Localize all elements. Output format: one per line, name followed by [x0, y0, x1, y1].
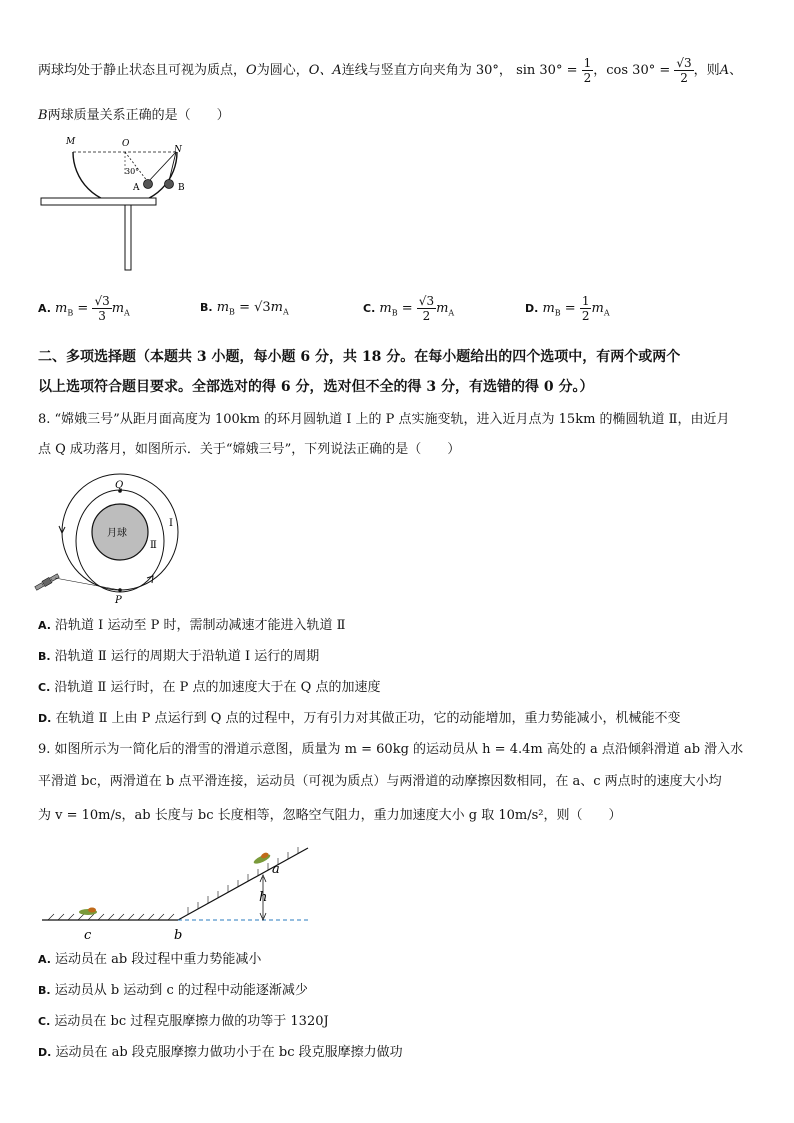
- option-text: 运动员从 b 运动到 c 的过程中动能逐渐减少: [54, 983, 308, 998]
- mass-b: m: [55, 301, 68, 316]
- q7-table-top: [41, 198, 156, 205]
- skier-icon: [252, 851, 271, 865]
- mass-b-sub: B: [229, 307, 235, 317]
- q9-stem-line1: 9. 如图所示为一简化后的滑雪的滑道示意图，质量为 m = 60kg 的运动员从 h = 4.4m 高处的 a 点沿倾斜滑道 ab 滑入水: [38, 742, 744, 757]
- option-text: 运动员在 bc 过程克服摩擦力做的功等于 1320J: [54, 1014, 329, 1029]
- q8-option-b[interactable]: [38, 647, 319, 667]
- option-letter: C.: [38, 681, 51, 694]
- option-letter: D.: [38, 712, 52, 725]
- q7-option-a[interactable]: [38, 294, 130, 323]
- equals: =: [73, 301, 93, 316]
- mass-a: m: [436, 301, 449, 316]
- q7-sin-den: 2: [583, 71, 592, 85]
- mass-b-sub: B: [391, 308, 398, 318]
- q9-option-c[interactable]: [38, 1012, 329, 1032]
- q9-slope-hatching: [188, 847, 298, 914]
- mass-b-sub: B: [67, 308, 74, 318]
- option-letter: A.: [38, 302, 51, 315]
- q7-semicircle-bowl: [73, 152, 177, 204]
- q7-stem-text-c: 连线与竖直方向夹角为 30°，: [341, 63, 512, 78]
- q7-stem-text-b: 为圆心，: [256, 63, 309, 78]
- q8-option-c[interactable]: [38, 678, 380, 698]
- q7-label-ball-a: A: [133, 183, 140, 193]
- q7-string-an: [148, 152, 176, 182]
- q7-segment-oa: O、A: [308, 63, 342, 78]
- q9-incline-track: [178, 848, 308, 920]
- q7-stem-text-d: ，则: [693, 63, 720, 78]
- q9-stem-line2: 平滑道 bc，两滑道在 b 点平滑连接，运动员（可视为质点）与两滑道的动摩擦因数相同，在 a、c 两点时的速度大小均: [38, 774, 722, 789]
- q9-ground-hatching: [48, 914, 174, 920]
- option-text: 沿轨道 Ⅱ 运行的周期大于沿轨道 Ⅰ 运行的周期: [54, 649, 320, 664]
- q9-figure: [40, 845, 320, 945]
- q8-label-orbit1: Ⅰ: [169, 518, 173, 529]
- section2-heading-line1: 二、多项选择题（本题共 3 小题，每小题 6 分，共 18 分。在每小题给出的四个选项中，有两个或两个: [38, 349, 681, 365]
- option-a-fraction: [92, 294, 111, 323]
- q7-option-b[interactable]: [200, 300, 289, 317]
- q7-stem-line1: [38, 56, 742, 96]
- q7-stem-text-a: 两球均处于静止状态且可视为质点，: [38, 63, 247, 78]
- q8-option-d[interactable]: [38, 709, 681, 729]
- q7-cos-fraction: [674, 56, 693, 85]
- skier-icon: [79, 908, 97, 916]
- q8-option-a[interactable]: [38, 616, 345, 636]
- frac-num: 1: [581, 294, 590, 308]
- satellite-icon: [34, 573, 60, 591]
- q8-stem-line1: 8. “嫦娥三号”从距月面高度为 100km 的环月圆轨道 Ⅰ 上的 P 点实施变轨，进入近月点为 15km 的椭圆轨道 Ⅱ，由近月: [38, 412, 730, 427]
- q9-option-a[interactable]: [38, 950, 261, 970]
- q7-label-angle: 30°: [125, 167, 140, 176]
- q8-figure: [35, 470, 185, 605]
- q7-option-c[interactable]: [363, 294, 454, 323]
- option-text: 运动员在 ab 段过程中重力势能减小: [55, 952, 262, 967]
- mass-b: m: [379, 301, 392, 316]
- q9-option-d[interactable]: [38, 1043, 403, 1063]
- section2-heading-line2: 以上选项符合题目要求。全部选对的得 6 分，选对但不全的得 3 分，有选错的得 0 分。）: [38, 379, 594, 395]
- q7-cos-den: 2: [680, 71, 688, 85]
- option-c-fraction: [417, 294, 436, 323]
- q7-stem-text-f: 两球质量关系正确的是（ ）: [47, 108, 230, 123]
- mass-a-sub: A: [124, 308, 130, 318]
- option-text: 沿轨道 Ⅰ 运动至 P 时，需制动减速才能进入轨道 Ⅱ: [55, 618, 346, 633]
- option-letter: B.: [38, 650, 51, 663]
- option-letter: B.: [200, 301, 213, 314]
- q7-label-n: N: [174, 145, 182, 155]
- equals: =: [397, 301, 417, 316]
- q8-label-orbit2: Ⅱ: [150, 540, 157, 551]
- q7-table-leg: [125, 205, 131, 270]
- q8-label-p: P: [115, 595, 122, 606]
- mass-b: m: [542, 301, 555, 316]
- option-text: 在轨道 Ⅱ 上由 P 点运行到 Q 点的过程中，万有引力对其做正功，它的动能增加，重力势能减小，机械能不变: [55, 711, 681, 726]
- q7-label-m: M: [66, 137, 76, 147]
- frac-den: 3: [98, 309, 106, 323]
- option-letter: A.: [38, 619, 51, 632]
- option-d-fraction: [580, 294, 592, 323]
- q9-label-c: c: [84, 928, 92, 943]
- mass-a-sub: A: [603, 308, 610, 318]
- option-letter: D.: [38, 1046, 52, 1059]
- q7-stem-text-e: 、: [729, 63, 743, 78]
- q7-cos-num: √3: [676, 56, 692, 70]
- option-text: 运动员在 ab 段克服摩擦力做功小于在 bc 段克服摩擦力做功: [55, 1045, 403, 1060]
- frac-den: 2: [422, 309, 431, 323]
- equals: =: [560, 301, 580, 316]
- q7-label-ball-b: B: [178, 183, 185, 193]
- q7-cos-label: ，cos 30° =: [593, 63, 671, 78]
- mass-a: m: [270, 300, 283, 315]
- option-letter: A.: [38, 953, 51, 966]
- q7-sin-num: 1: [583, 56, 592, 70]
- mass-a: m: [111, 301, 125, 316]
- q7-label-b: B: [38, 108, 48, 123]
- q9-stem-line3: 为 v = 10m/s，ab 长度与 bc 长度相等，忽略空气阻力，重力加速度大小 g 取 10m/s²，则（ ）: [38, 808, 622, 823]
- equals: = √3: [234, 300, 271, 315]
- frac-num: √3: [94, 294, 110, 308]
- mass-b: m: [216, 300, 230, 315]
- option-letter: C.: [38, 1015, 51, 1028]
- option-text: 沿轨道 Ⅱ 运行时，在 P 点的加速度大于在 Q 点的加速度: [54, 680, 381, 695]
- q7-ball-b: [165, 180, 174, 189]
- q7-option-d[interactable]: [525, 294, 610, 323]
- q8-label-q: Q: [115, 480, 124, 491]
- q7-sin-fraction: [582, 56, 594, 85]
- q9-option-b[interactable]: [38, 981, 308, 1001]
- option-letter: D.: [525, 302, 539, 315]
- q7-ball-a: [144, 180, 153, 189]
- frac-den: 2: [581, 309, 590, 323]
- frac-num: √3: [418, 294, 435, 308]
- q8-stem-line2: 点 Q 成功落月，如图所示．关于“嫦娥三号”，下列说法正确的是（ ）: [38, 442, 461, 457]
- mass-a-sub: A: [448, 308, 455, 318]
- option-letter: C.: [363, 302, 376, 315]
- q7-stem-line2: [38, 106, 230, 126]
- mass-a-sub: A: [282, 307, 289, 317]
- q7-point-o: O: [246, 63, 257, 78]
- q7-label-a: A: [719, 63, 730, 78]
- option-letter: B.: [38, 984, 51, 997]
- q9-label-h: h: [259, 890, 268, 905]
- q7-label-o: O: [122, 139, 130, 149]
- q7-figure: [38, 130, 185, 275]
- q8-label-moon: 月球: [107, 528, 127, 539]
- q7-sin-label: sin 30° =: [516, 63, 578, 78]
- q9-label-a: a: [272, 862, 280, 877]
- q9-label-b: b: [174, 928, 183, 943]
- mass-b-sub: B: [554, 308, 561, 318]
- mass-a: m: [591, 301, 604, 316]
